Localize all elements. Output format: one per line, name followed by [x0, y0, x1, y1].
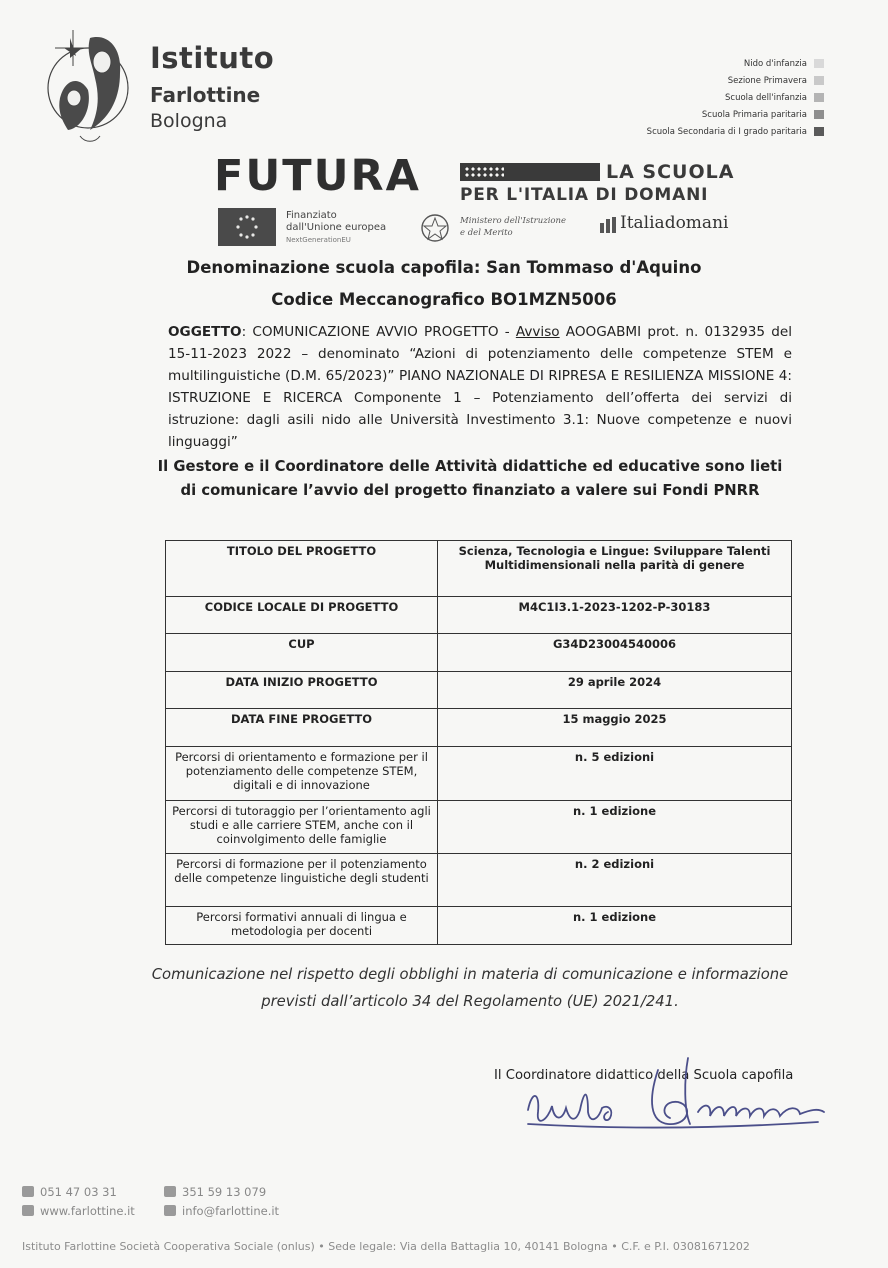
scuola-bar-icon [460, 163, 600, 181]
table-key: Percorsi di orientamento e formazione per il potenziamento delle competenze STEM, digitali e di innovazione [166, 747, 438, 801]
table-row [166, 634, 792, 672]
school-level-item: Scuola Secondaria di I grado paritaria [564, 123, 824, 140]
italian-emblem-icon [418, 208, 452, 248]
table-value: 29 aprile 2024 [438, 672, 792, 709]
announcement: Il Gestore e il Coordinatore delle Attività didattiche ed educative sono lieti di comunicare l’avvio del progetto finanziato a valere sui Fondi PNRR [157, 458, 783, 499]
avviso-link[interactable]: Avviso [515, 324, 560, 340]
institute-city: Bologna [150, 110, 228, 132]
school-level-item: Sezione Primavera [564, 72, 824, 89]
table-value: n. 1 edizione [438, 801, 792, 854]
code-heading: Codice Meccanografico BO1MZN5006 [271, 290, 617, 309]
footer-contacts-right [164, 1183, 279, 1221]
footer-legal: Istituto Farlottine Società Cooperativa Sociale (onlus) • Sede legale: Via della Battaglia 10, 40141 Bologna • C.F. e P.I. 03081671202 [22, 1240, 750, 1253]
table-row [166, 747, 792, 801]
school-level-item: Scuola Primaria paritaria [564, 106, 824, 123]
table-key: CODICE LOCALE DI PROGETTO [166, 597, 438, 634]
signature-label: Il Coordinatore didattico della Scuola capofila [494, 1068, 794, 1083]
table-key: DATA FINE PROGETTO [166, 709, 438, 747]
table-key: CUP [166, 634, 438, 672]
institute-name: Farlottine [150, 83, 261, 107]
institute-title: Istituto [150, 41, 275, 75]
table-key: TITOLO DEL PROGETTO [166, 541, 438, 597]
school-heading: Denominazione scuola capofila: San Tommaso d'Aquino [186, 258, 702, 277]
table-row [166, 672, 792, 709]
table-key: Percorsi formativi annuali di lingua e metodologia per docenti [166, 907, 438, 945]
scuola-italia-logo: LA SCUOLA PER L'ITALIA DI DOMANI [460, 161, 735, 205]
handwritten-signature [518, 1050, 858, 1150]
footer-mobile[interactable]: 351 59 13 079 [182, 1185, 267, 1199]
footer-website[interactable]: www.farlottine.it [40, 1204, 135, 1218]
phone-icon [22, 1186, 34, 1197]
footer-phone[interactable]: 051 47 03 31 [40, 1185, 117, 1199]
table-value: M4C1I3.1-2023-1202-P-30183 [438, 597, 792, 634]
communication-note: Comunicazione nel rispetto degli obblighi in materia di comunicazione e informazione previsti dall’articolo 34 del Regolamento (UE) 2021/241. [151, 966, 789, 1010]
school-level-item: Scuola dell'infanzia [564, 89, 824, 106]
table-row [166, 801, 792, 854]
table-row [166, 541, 792, 597]
table-key: Percorsi di formazione per il potenziamento delle competenze linguistiche degli studenti [166, 854, 438, 907]
institute-logo-icon [40, 18, 140, 154]
table-key: DATA INIZIO PROGETTO [166, 672, 438, 709]
table-key: Percorsi di tutoraggio per l’orientamento agli studi e alle carriere STEM, anche con il coinvolgimento delle famiglie [166, 801, 438, 854]
school-level-item: Nido d'infanzia [564, 55, 824, 72]
table-row [166, 854, 792, 907]
table-row [166, 597, 792, 634]
project-table [165, 540, 792, 945]
italiadomani-logo: Italiadomani [620, 213, 729, 233]
table-value: n. 5 edizioni [438, 747, 792, 801]
table-value: n. 2 edizioni [438, 854, 792, 907]
eu-funding-text: Finanziato dall'Unione europea NextGenerationEU [286, 210, 387, 244]
futura-logo: FUTURA [214, 151, 421, 201]
web-icon [22, 1205, 34, 1216]
table-value: n. 1 edizione [438, 907, 792, 945]
table-row [166, 907, 792, 945]
footer-email[interactable]: info@farlottine.it [182, 1204, 280, 1218]
table-value: Scienza, Tecnologia e Lingue: Sviluppare Talenti Multidimensionali nella parità di genere [438, 541, 792, 597]
oggetto-paragraph: OGGETTO: COMUNICAZIONE AVVIO PROGETTO - Avviso AOOGABMI prot. n. 0132935 del 15-11-2023 2022 – denominato “Azioni di potenziamento delle competenze STEM e multilinguistiche (D.M. 65/2023)” PIANO NAZIONALE DI RIPRESA E RESILIENZA MISSIONE 4: ISTRUZIONE E RICERCA Componente 1 – Potenziamento dell’offerta dei servizi di istruzione: dagli asili nido alle Università Investimento 3.1: Nuove competenze e nuovi linguaggi” [168, 324, 792, 450]
table-row [166, 709, 792, 747]
table-value: G34D23004540006 [438, 634, 792, 672]
eu-flag-icon [218, 208, 276, 246]
footer-contacts-left [22, 1183, 135, 1221]
mobile-icon [164, 1186, 176, 1197]
school-levels-list [564, 55, 824, 140]
table-value: 15 maggio 2025 [438, 709, 792, 747]
email-icon [164, 1205, 176, 1216]
ministero-text: Ministero dell'Istruzione e del Merito [460, 216, 567, 238]
